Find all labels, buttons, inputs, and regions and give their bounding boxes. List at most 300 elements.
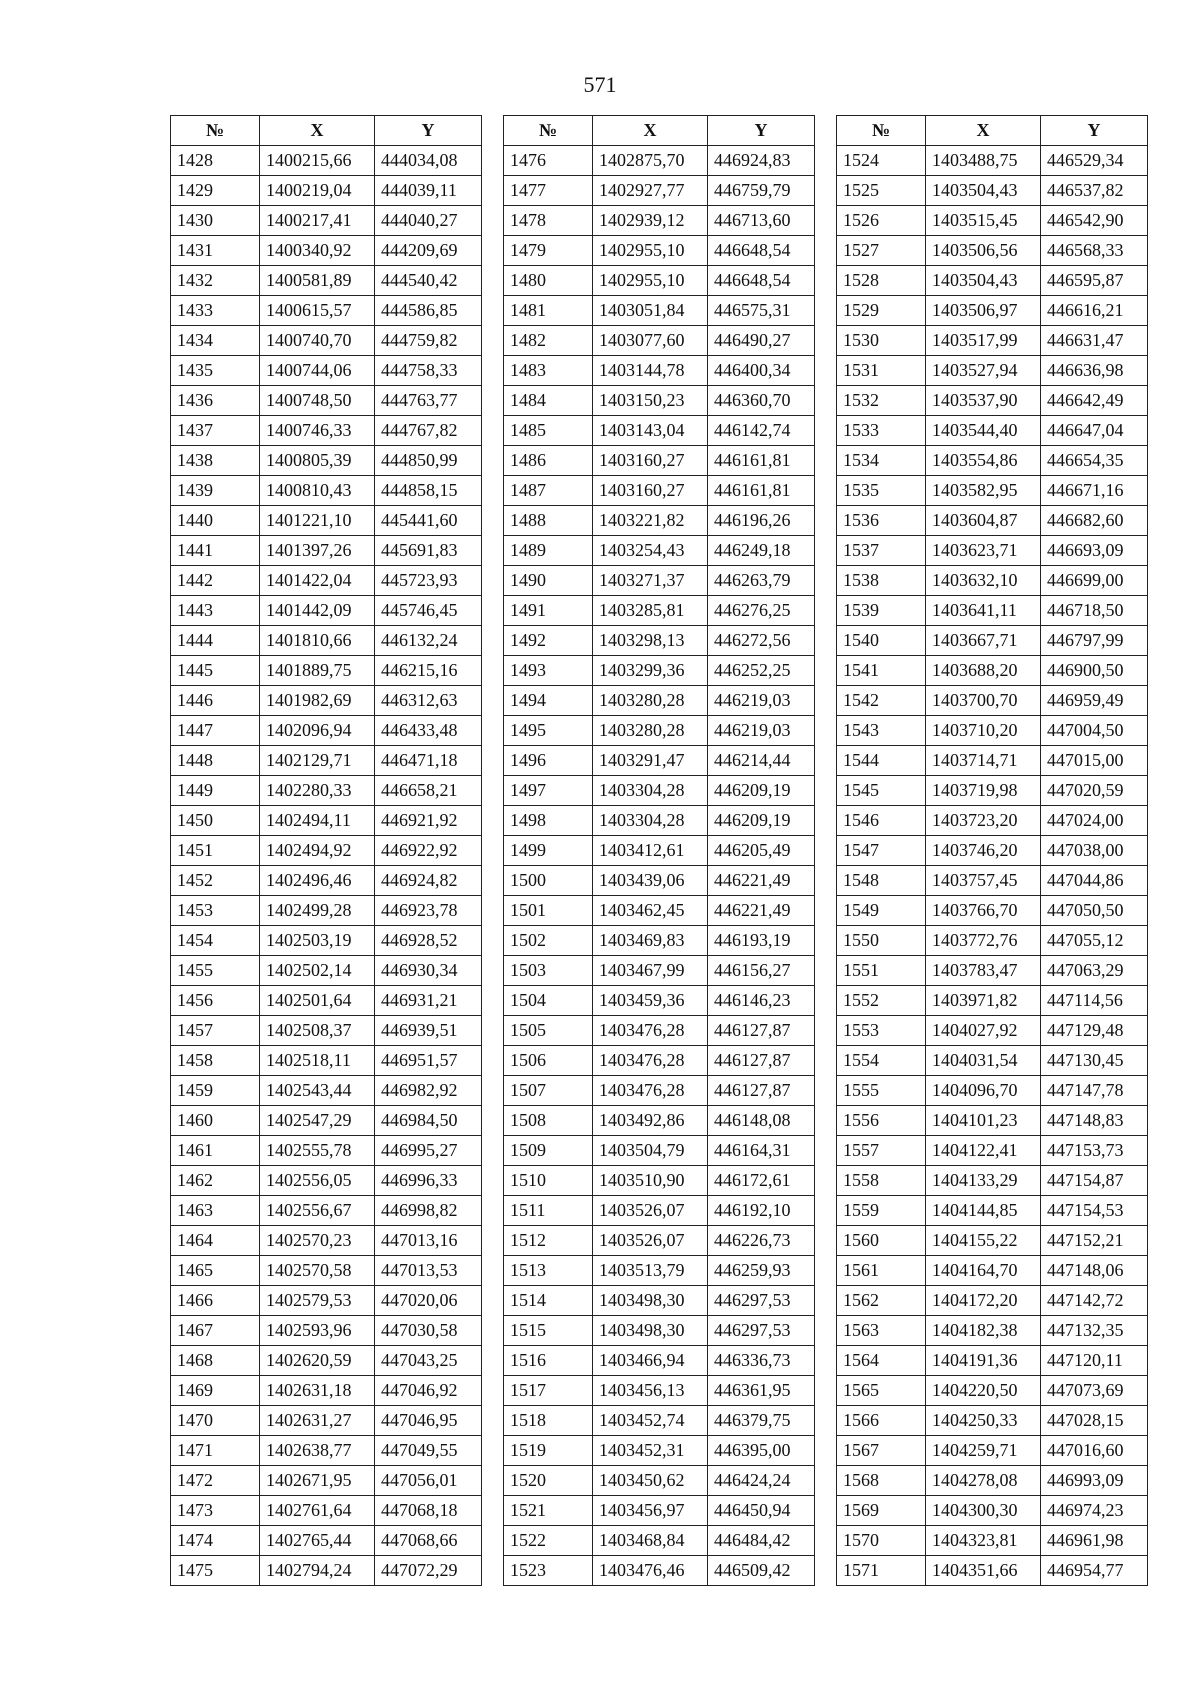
point-number-cell: 1437 [171,416,260,446]
point-number-cell: 1540 [837,626,926,656]
x-coordinate-cell: 1402631,27 [260,1406,375,1436]
y-coordinate-cell: 446132,24 [375,626,482,656]
x-coordinate-cell: 1403051,84 [593,296,708,326]
table-row [171,146,482,176]
point-number-cell: 1435 [171,356,260,386]
x-coordinate-cell: 1403291,47 [593,746,708,776]
x-coordinate-cell: 1402593,96 [260,1316,375,1346]
x-coordinate-cell: 1400744,06 [260,356,375,386]
y-coordinate-cell: 446682,60 [1041,506,1148,536]
y-coordinate-cell: 446361,95 [708,1376,815,1406]
table-row [171,1046,482,1076]
point-number-cell: 1463 [171,1196,260,1226]
x-coordinate-cell: 1403298,13 [593,626,708,656]
x-coordinate-cell: 1402518,11 [260,1046,375,1076]
point-number-cell: 1455 [171,956,260,986]
point-number-cell: 1518 [504,1406,593,1436]
table-row [504,1256,815,1286]
x-coordinate-cell: 1403459,36 [593,986,708,1016]
x-coordinate-cell: 1402939,12 [593,206,708,236]
y-coordinate-cell: 445723,93 [375,566,482,596]
point-number-cell: 1556 [837,1106,926,1136]
y-coordinate-cell: 446797,99 [1041,626,1148,656]
y-coordinate-cell: 446156,27 [708,956,815,986]
table-row [504,1226,815,1256]
y-coordinate-cell: 446215,16 [375,656,482,686]
x-coordinate-cell: 1403513,79 [593,1256,708,1286]
point-number-cell: 1505 [504,1016,593,1046]
x-coordinate-cell: 1402494,11 [260,806,375,836]
y-coordinate-cell: 447063,29 [1041,956,1148,986]
point-number-cell: 1498 [504,806,593,836]
point-number-cell: 1450 [171,806,260,836]
y-coordinate-cell: 446146,23 [708,986,815,1016]
table-row [171,806,482,836]
x-coordinate-cell: 1402620,59 [260,1346,375,1376]
table-row [171,716,482,746]
table-row [504,1436,815,1466]
y-coordinate-cell: 447114,56 [1041,986,1148,1016]
point-number-cell: 1543 [837,716,926,746]
y-coordinate-cell: 446400,34 [708,356,815,386]
table-row [837,386,1148,416]
y-coordinate-cell: 445691,83 [375,536,482,566]
y-coordinate-cell: 446954,77 [1041,1556,1148,1586]
y-coordinate-cell: 447046,92 [375,1376,482,1406]
point-number-cell: 1493 [504,656,593,686]
table-row [504,1106,815,1136]
point-number-cell: 1563 [837,1316,926,1346]
x-coordinate-cell: 1402794,24 [260,1556,375,1586]
point-number-cell: 1461 [171,1136,260,1166]
table-row [171,926,482,956]
y-coordinate-cell: 446654,35 [1041,446,1148,476]
y-coordinate-cell: 447020,06 [375,1286,482,1316]
y-coordinate-cell: 447073,69 [1041,1376,1148,1406]
x-coordinate-cell: 1403498,30 [593,1286,708,1316]
x-coordinate-cell: 1402638,77 [260,1436,375,1466]
y-coordinate-cell: 444758,33 [375,356,482,386]
point-number-cell: 1488 [504,506,593,536]
y-coordinate-cell: 446642,49 [1041,386,1148,416]
x-coordinate-cell: 1403504,43 [926,176,1041,206]
x-coordinate-cell: 1401982,69 [260,686,375,716]
y-coordinate-cell: 446961,98 [1041,1526,1148,1556]
y-coordinate-cell: 447154,87 [1041,1166,1148,1196]
point-number-cell: 1491 [504,596,593,626]
x-coordinate-cell: 1404096,70 [926,1076,1041,1106]
point-number-cell: 1538 [837,566,926,596]
x-coordinate-cell: 1400340,92 [260,236,375,266]
y-coordinate-cell: 447050,50 [1041,896,1148,926]
table-row [171,1076,482,1106]
y-coordinate-cell: 447068,66 [375,1526,482,1556]
table-row [504,776,815,806]
table-row [504,1406,815,1436]
y-coordinate-cell: 444040,27 [375,206,482,236]
x-coordinate-cell: 1404172,20 [926,1286,1041,1316]
y-coordinate-cell: 447024,00 [1041,806,1148,836]
table-row [504,356,815,386]
x-coordinate-cell: 1403526,07 [593,1226,708,1256]
y-coordinate-cell: 446148,08 [708,1106,815,1136]
table-row [504,1526,815,1556]
point-number-cell: 1568 [837,1466,926,1496]
x-coordinate-cell: 1403450,62 [593,1466,708,1496]
x-coordinate-cell: 1400810,43 [260,476,375,506]
point-number-cell: 1511 [504,1196,593,1226]
point-number-cell: 1559 [837,1196,926,1226]
y-coordinate-cell: 446196,26 [708,506,815,536]
point-number-cell: 1443 [171,596,260,626]
y-coordinate-cell: 446713,60 [708,206,815,236]
x-coordinate-cell: 1403469,83 [593,926,708,956]
x-coordinate-cell: 1402671,95 [260,1466,375,1496]
y-coordinate-cell: 446252,25 [708,656,815,686]
table-row [504,716,815,746]
x-coordinate-cell: 1403515,45 [926,206,1041,236]
point-number-cell: 1552 [837,986,926,1016]
y-coordinate-cell: 447129,48 [1041,1016,1148,1046]
table-row [837,596,1148,626]
y-coordinate-cell: 446568,33 [1041,236,1148,266]
x-coordinate-cell: 1403527,94 [926,356,1041,386]
header-row [837,116,1148,146]
table-row [837,1526,1148,1556]
x-coordinate-cell: 1403604,87 [926,506,1041,536]
table-row [504,1286,815,1316]
table-row [171,1016,482,1046]
y-coordinate-cell: 444034,08 [375,146,482,176]
x-coordinate-cell: 1403144,78 [593,356,708,386]
table-row [504,1196,815,1226]
x-coordinate-cell: 1403688,20 [926,656,1041,686]
x-coordinate-cell: 1402765,44 [260,1526,375,1556]
y-coordinate-cell: 446219,03 [708,686,815,716]
x-coordinate-cell: 1403476,46 [593,1556,708,1586]
y-coordinate-cell: 446922,92 [375,836,482,866]
x-coordinate-cell: 1403488,75 [926,146,1041,176]
table-row [171,1226,482,1256]
y-coordinate-cell: 446336,73 [708,1346,815,1376]
y-coordinate-cell: 447148,83 [1041,1106,1148,1136]
x-coordinate-cell: 1401422,04 [260,566,375,596]
y-coordinate-cell: 446616,21 [1041,296,1148,326]
point-number-cell: 1470 [171,1406,260,1436]
table-row [171,1136,482,1166]
x-coordinate-cell: 1402761,64 [260,1496,375,1526]
point-number-cell: 1497 [504,776,593,806]
table-row [171,1376,482,1406]
table-row [504,206,815,236]
point-number-cell: 1451 [171,836,260,866]
x-coordinate-cell: 1402570,58 [260,1256,375,1286]
table-row [504,476,815,506]
table-row [837,1106,1148,1136]
y-coordinate-cell: 446161,81 [708,446,815,476]
x-coordinate-cell: 1401889,75 [260,656,375,686]
x-coordinate-cell: 1402508,37 [260,1016,375,1046]
y-coordinate-cell: 447004,50 [1041,716,1148,746]
y-coordinate-cell: 446433,48 [375,716,482,746]
point-number-cell: 1465 [171,1256,260,1286]
y-coordinate-cell: 446312,63 [375,686,482,716]
point-number-cell: 1554 [837,1046,926,1076]
y-coordinate-cell: 447056,01 [375,1466,482,1496]
y-coordinate-cell: 446226,73 [708,1226,815,1256]
x-coordinate-cell: 1402096,94 [260,716,375,746]
header-x: X [593,116,708,146]
x-coordinate-cell: 1403504,43 [926,266,1041,296]
point-number-cell: 1558 [837,1166,926,1196]
x-coordinate-cell: 1404250,33 [926,1406,1041,1436]
point-number-cell: 1471 [171,1436,260,1466]
x-coordinate-cell: 1400581,89 [260,266,375,296]
x-coordinate-cell: 1400217,41 [260,206,375,236]
y-coordinate-cell: 447016,60 [1041,1436,1148,1466]
x-coordinate-cell: 1402503,19 [260,926,375,956]
point-number-cell: 1459 [171,1076,260,1106]
point-number-cell: 1472 [171,1466,260,1496]
x-coordinate-cell: 1403667,71 [926,626,1041,656]
point-number-cell: 1469 [171,1376,260,1406]
table-row [504,686,815,716]
x-coordinate-cell: 1404164,70 [926,1256,1041,1286]
x-coordinate-cell: 1403772,76 [926,926,1041,956]
x-coordinate-cell: 1403304,28 [593,806,708,836]
point-number-cell: 1454 [171,926,260,956]
y-coordinate-cell: 446471,18 [375,746,482,776]
point-number-cell: 1566 [837,1406,926,1436]
x-coordinate-cell: 1403412,61 [593,836,708,866]
table-row [504,1556,815,1586]
x-coordinate-cell: 1404300,30 [926,1496,1041,1526]
y-coordinate-cell: 447038,00 [1041,836,1148,866]
x-coordinate-cell: 1403271,37 [593,566,708,596]
y-coordinate-cell: 446263,79 [708,566,815,596]
table-row [837,326,1148,356]
x-coordinate-cell: 1400219,04 [260,176,375,206]
x-coordinate-cell: 1404027,92 [926,1016,1041,1046]
table-row [837,1046,1148,1076]
table-row [171,1556,482,1586]
x-coordinate-cell: 1403710,20 [926,716,1041,746]
table-row [837,146,1148,176]
table-row [837,1256,1148,1286]
table-row [837,566,1148,596]
y-coordinate-cell: 447015,00 [1041,746,1148,776]
y-coordinate-cell: 446900,50 [1041,656,1148,686]
x-coordinate-cell: 1402631,18 [260,1376,375,1406]
point-number-cell: 1438 [171,446,260,476]
x-coordinate-cell: 1401810,66 [260,626,375,656]
y-coordinate-cell: 446931,21 [375,986,482,1016]
table-row [837,1286,1148,1316]
x-coordinate-cell: 1403077,60 [593,326,708,356]
point-number-cell: 1529 [837,296,926,326]
x-coordinate-cell: 1403150,23 [593,386,708,416]
header-row [171,116,482,146]
table-row [504,626,815,656]
table-row [504,746,815,776]
x-coordinate-cell: 1403476,28 [593,1076,708,1106]
table-row [171,176,482,206]
table-row [504,836,815,866]
y-coordinate-cell: 446161,81 [708,476,815,506]
point-number-cell: 1440 [171,506,260,536]
y-coordinate-cell: 446939,51 [375,1016,482,1046]
point-number-cell: 1457 [171,1016,260,1046]
point-number-cell: 1508 [504,1106,593,1136]
y-coordinate-cell: 446221,49 [708,866,815,896]
header-y: Y [1041,116,1148,146]
table-row [171,266,482,296]
point-number-cell: 1429 [171,176,260,206]
table-row [504,1076,815,1106]
point-number-cell: 1477 [504,176,593,206]
x-coordinate-cell: 1402570,23 [260,1226,375,1256]
x-coordinate-cell: 1403554,86 [926,446,1041,476]
point-number-cell: 1560 [837,1226,926,1256]
y-coordinate-cell: 447120,11 [1041,1346,1148,1376]
point-number-cell: 1546 [837,806,926,836]
y-coordinate-cell: 446127,87 [708,1076,815,1106]
point-number-cell: 1547 [837,836,926,866]
x-coordinate-cell: 1402875,70 [593,146,708,176]
point-number-cell: 1500 [504,866,593,896]
point-number-cell: 1486 [504,446,593,476]
y-coordinate-cell: 447147,78 [1041,1076,1148,1106]
y-coordinate-cell: 446951,57 [375,1046,482,1076]
table-row [504,416,815,446]
x-coordinate-cell: 1403221,82 [593,506,708,536]
x-coordinate-cell: 1404122,41 [926,1136,1041,1166]
y-coordinate-cell: 446209,19 [708,776,815,806]
point-number-cell: 1506 [504,1046,593,1076]
x-coordinate-cell: 1402579,53 [260,1286,375,1316]
table-row [837,296,1148,326]
y-coordinate-cell: 446699,00 [1041,566,1148,596]
x-coordinate-cell: 1403462,45 [593,896,708,926]
x-coordinate-cell: 1404278,08 [926,1466,1041,1496]
y-coordinate-cell: 444540,42 [375,266,482,296]
y-coordinate-cell: 446648,54 [708,236,815,266]
x-coordinate-cell: 1400748,50 [260,386,375,416]
y-coordinate-cell: 446127,87 [708,1046,815,1076]
header-row [504,116,815,146]
point-number-cell: 1441 [171,536,260,566]
y-coordinate-cell: 446276,25 [708,596,815,626]
x-coordinate-cell: 1403280,28 [593,716,708,746]
point-number-cell: 1526 [837,206,926,236]
table-row [837,926,1148,956]
x-coordinate-cell: 1403504,79 [593,1136,708,1166]
table-row [837,656,1148,686]
point-number-cell: 1509 [504,1136,593,1166]
y-coordinate-cell: 446219,03 [708,716,815,746]
point-number-cell: 1512 [504,1226,593,1256]
table-row [171,416,482,446]
x-coordinate-cell: 1403641,11 [926,596,1041,626]
y-coordinate-cell: 447153,73 [1041,1136,1148,1166]
y-coordinate-cell: 444759,82 [375,326,482,356]
y-coordinate-cell: 446995,27 [375,1136,482,1166]
x-coordinate-cell: 1402499,28 [260,896,375,926]
y-coordinate-cell: 447044,86 [1041,866,1148,896]
y-coordinate-cell: 446142,74 [708,416,815,446]
point-number-cell: 1482 [504,326,593,356]
y-coordinate-cell: 447013,16 [375,1226,482,1256]
table-row [837,746,1148,776]
y-coordinate-cell: 446718,50 [1041,596,1148,626]
point-number-cell: 1492 [504,626,593,656]
x-coordinate-cell: 1404031,54 [926,1046,1041,1076]
table-row [504,596,815,626]
x-coordinate-cell: 1403143,04 [593,416,708,446]
point-number-cell: 1548 [837,866,926,896]
point-number-cell: 1476 [504,146,593,176]
y-coordinate-cell: 447068,18 [375,1496,482,1526]
point-number-cell: 1474 [171,1526,260,1556]
y-coordinate-cell: 445441,60 [375,506,482,536]
table-row [171,356,482,386]
table-row [837,1316,1148,1346]
point-number-cell: 1436 [171,386,260,416]
table-row [171,1256,482,1286]
table-row [504,1496,815,1526]
point-number-cell: 1445 [171,656,260,686]
table-row [171,656,482,686]
table-row [504,806,815,836]
point-number-cell: 1516 [504,1346,593,1376]
y-coordinate-cell: 444039,11 [375,176,482,206]
y-coordinate-cell: 446379,75 [708,1406,815,1436]
table-row [171,896,482,926]
y-coordinate-cell: 446164,31 [708,1136,815,1166]
y-coordinate-cell: 446484,42 [708,1526,815,1556]
table-row [171,566,482,596]
point-number-cell: 1483 [504,356,593,386]
point-number-cell: 1499 [504,836,593,866]
table-row [837,1196,1148,1226]
table-row [171,596,482,626]
header-x: X [260,116,375,146]
y-coordinate-cell: 446671,16 [1041,476,1148,506]
point-number-cell: 1481 [504,296,593,326]
table-row [504,446,815,476]
table-row [504,656,815,686]
y-coordinate-cell: 447020,59 [1041,776,1148,806]
y-coordinate-cell: 446928,52 [375,926,482,956]
table-row [837,446,1148,476]
y-coordinate-cell: 446529,34 [1041,146,1148,176]
point-number-cell: 1453 [171,896,260,926]
x-coordinate-cell: 1403623,71 [926,536,1041,566]
table-row [171,206,482,236]
table-row [171,536,482,566]
table-row [504,1376,815,1406]
table-row [837,866,1148,896]
x-coordinate-cell: 1403719,98 [926,776,1041,806]
x-coordinate-cell: 1400615,57 [260,296,375,326]
point-number-cell: 1539 [837,596,926,626]
x-coordinate-cell: 1403723,20 [926,806,1041,836]
table-row [504,1166,815,1196]
x-coordinate-cell: 1402494,92 [260,836,375,866]
y-coordinate-cell: 447148,06 [1041,1256,1148,1286]
y-coordinate-cell: 444586,85 [375,296,482,326]
table-row [171,686,482,716]
